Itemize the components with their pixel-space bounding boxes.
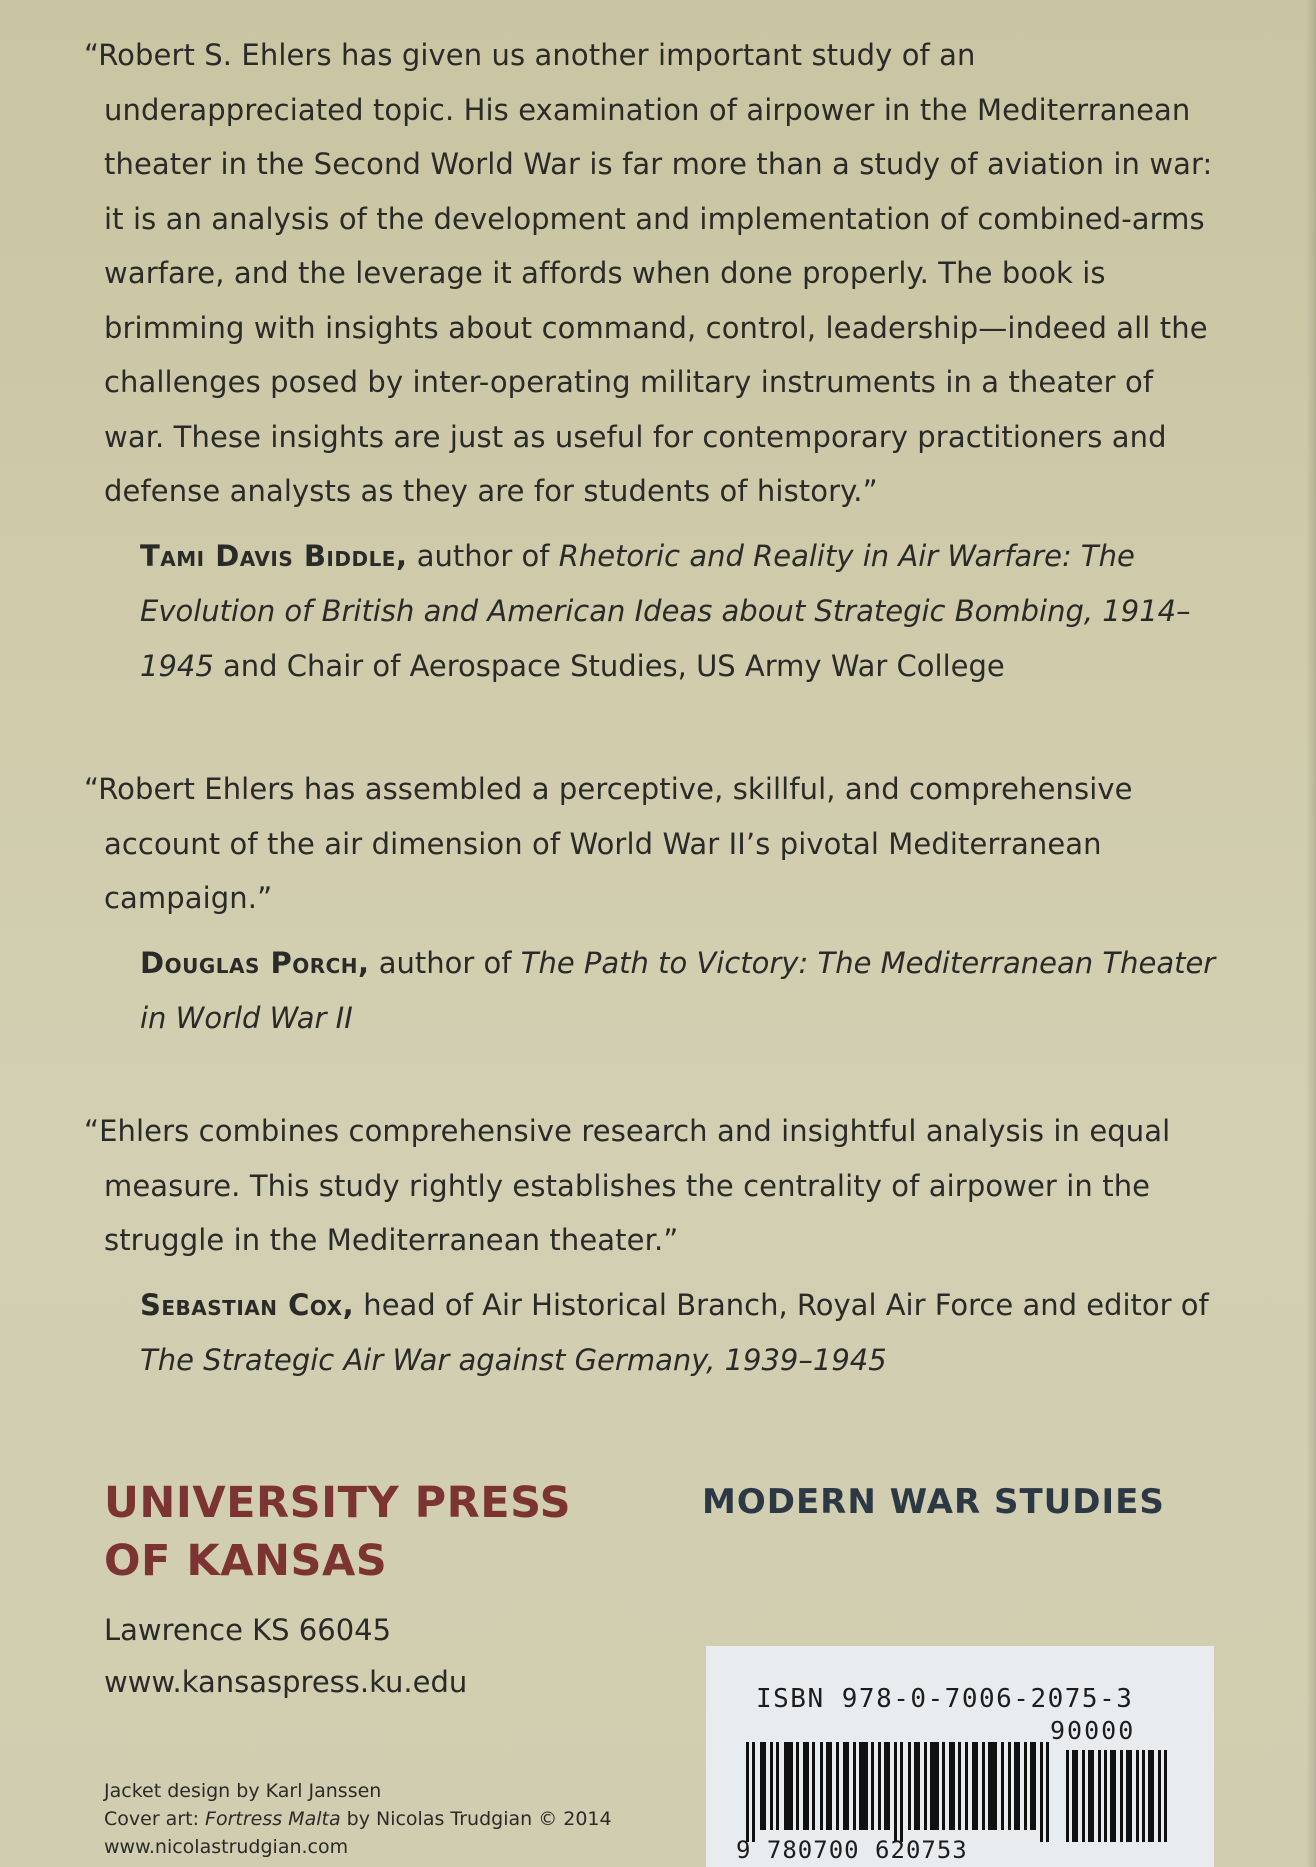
- cover-art-credit: [104, 1805, 612, 1833]
- blurb-attribution: [140, 1278, 1220, 1388]
- edge-shadow: [1306, 0, 1316, 1867]
- publisher-name: [104, 1474, 571, 1590]
- attribution-pre: author of: [369, 945, 521, 980]
- attribution-pre: head of Air Historical Branch, Royal Air Force and editor of: [354, 1287, 1209, 1322]
- attribution-name: Douglas Porch,: [140, 945, 370, 980]
- publisher-address: [104, 1604, 467, 1708]
- attribution-book-title: The Strategic Air War against Germany, 1939–1945: [140, 1342, 887, 1377]
- publisher-city: Lawrence KS 66045: [104, 1613, 392, 1647]
- isbn-text: ISBN 978-0-7006-2075-3: [756, 1684, 1134, 1714]
- jacket-design-credit: Jacket design by Karl Janssen: [104, 1780, 382, 1802]
- cover-art-prefix: Cover art:: [104, 1808, 206, 1830]
- attribution-pre: author of: [407, 538, 559, 573]
- cover-credits: [104, 1777, 612, 1861]
- price-code: 90000: [1050, 1716, 1136, 1745]
- artist-website: www.nicolastrudgian.com: [104, 1836, 349, 1858]
- blurb-cox: [80, 1104, 1220, 1388]
- blurb-attribution: [140, 936, 1220, 1046]
- blurb-quote: “Robert Ehlers has assembled a perceptive, skillful, and comprehensive account of the air dimension of World War II’s pivotal Mediterranean campaign.”: [84, 772, 1133, 915]
- blurb-quote: “Robert S. Ehlers has given us another important study of an underappreciated topic. His examination of airpower in the Mediterranean theater in the Second World War is far more than a study of aviation in war: it is an analysis of the development and implementation of combined-arms warfare, and the leverage it affords when done properly. The book is brimming with insights about command, control, leadership—indeed all the challenges posed by inter-operating military instruments in a theater of war. These insights are just as useful for contemporary practitioners and defense analysts as they are for students of history.”: [84, 38, 1213, 508]
- blurb-porch: [80, 762, 1220, 1046]
- attribution-name: Tami Davis Biddle,: [140, 538, 408, 573]
- blurb-quote: “Ehlers combines comprehensive research and insightful analysis in equal measure. This study rightly establishes the centrality of airpower in the struggle in the Mediterranean theater.”: [84, 1114, 1171, 1257]
- publisher-name-line-1: UNIVERSITY PRESS: [104, 1478, 572, 1528]
- cover-art-title: Fortress Malta: [205, 1808, 341, 1830]
- blurb-biddle: [80, 28, 1220, 694]
- attribution-post: and Chair of Aerospace Studies, US Army War College: [213, 648, 1005, 683]
- blurb-attribution: [140, 529, 1220, 694]
- attribution-name: Sebastian Cox,: [140, 1287, 355, 1322]
- isbn-barcode-block: [706, 1646, 1214, 1867]
- publisher-name-line-2: OF KANSAS: [104, 1536, 388, 1586]
- barcode-icon: [746, 1742, 1176, 1842]
- series-name: MODERN WAR STUDIES: [702, 1482, 1165, 1522]
- barcode-number: 9 780700 620753: [736, 1836, 968, 1864]
- attribution-book-title: Rhetoric and Reality in Air Warfare: The Evolution of British and American Ideas about Strategic Bombing, 1914–1945: [140, 538, 1191, 683]
- publisher-website: www.kansaspress.ku.edu: [104, 1665, 468, 1699]
- cover-art-suffix: by Nicolas Trudgian © 2014: [340, 1808, 612, 1830]
- attribution-book-title: The Path to Victory: The Mediterranean Theater in World War II: [140, 945, 1216, 1035]
